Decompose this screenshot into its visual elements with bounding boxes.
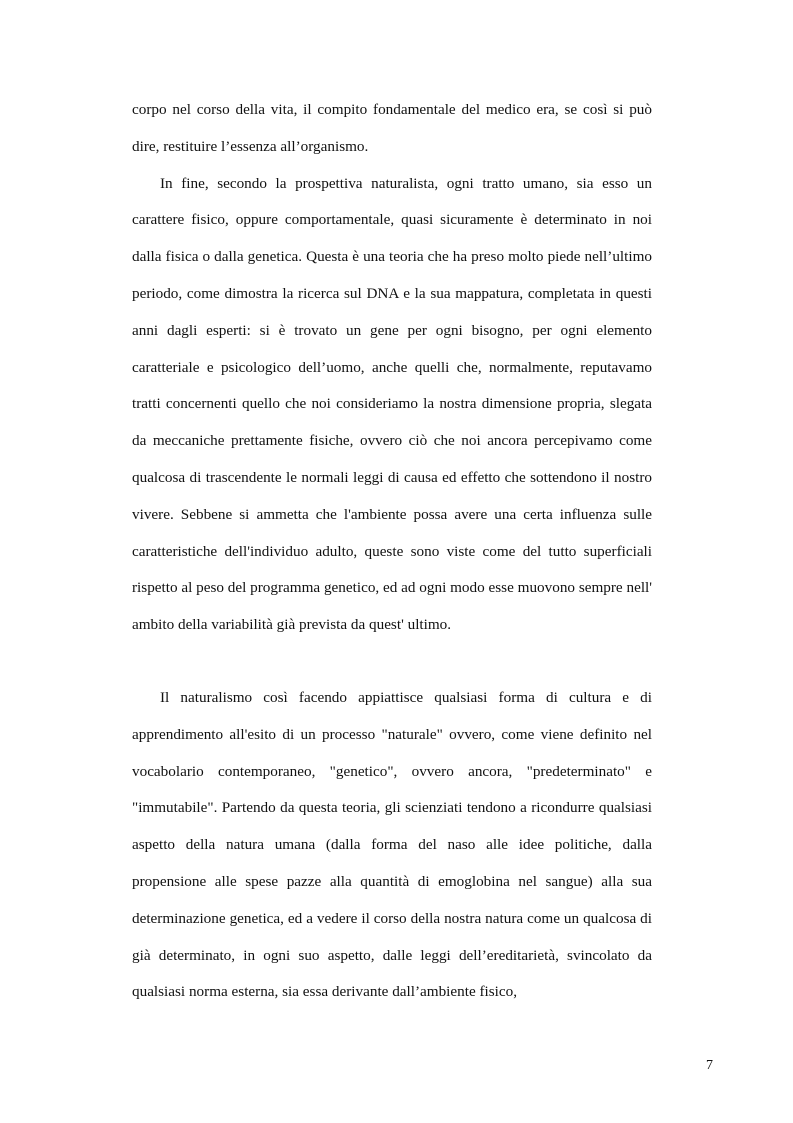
body-text [132, 92, 652, 1011]
paragraph-naturalist-perspective: In fine, secondo la prospettiva naturalista, ogni tratto umano, sia esso un carattere fisico, oppure comportamentale, quasi sicuramente è determinato in noi dalla fisica o dalla genetica. Questa è una teoria che ha preso molto piede nell’ultimo periodo, come dimostra la ricerca sul DNA e la sua mappatura, completata in questi anni dagli esperti: si è trovato un gene per ogni bisogno, per ogni elemento caratteriale e psicologico dell’uomo, anche quelli che, normalmente, reputavamo tratti concernenti quello che noi consideriamo la nostra dimensione propria, slegata da meccaniche prettamente fisiche, ovvero ciò che noi ancora percepivamo come qualcosa di trascendente le normali leggi di causa ed effetto che sottendono il nostro vivere. Sebbene si ammetta che l'ambiente possa avere una certa influenza sulle caratteristiche dell'individuo adulto, queste sono viste come del tutto superficiali rispetto al peso del programma genetico, ed ad ogni modo esse muovono sempre nell' ambito della variabilità già prevista da quest' ultimo. [132, 174, 652, 634]
paragraph-continuation: corpo nel corso della vita, il compito fondamentale del medico era, se così si può dire, restituire l’essenza all’organismo. [132, 101, 652, 155]
page-number: 7 [706, 1058, 713, 1073]
paragraph-naturalism: Il naturalismo così facendo appiattisce qualsiasi forma di cultura e di apprendimento all'esito di un processo "naturale" ovvero, come viene definito nel vocabolario contemporaneo, "genetico", ovvero ancora, "predeterminato" e "immutabile". Partendo da questa teoria, gli scienziati tendono a ricondurre qualsiasi aspetto della natura umana (dalla forma del naso alle idee politiche, dalla propensione alle spese pazze alla quantità di emoglobina nel sangue) alla sua determinazione genetica, ed a vedere il corso della nostra natura come un qualcosa di già determinato, in ogni suo aspetto, dalle leggi dell’ereditarietà, svincolato da qualsiasi norma esterna, sia essa derivante dall’ambiente fisico, [132, 688, 652, 1001]
paragraph-gap [132, 644, 652, 680]
